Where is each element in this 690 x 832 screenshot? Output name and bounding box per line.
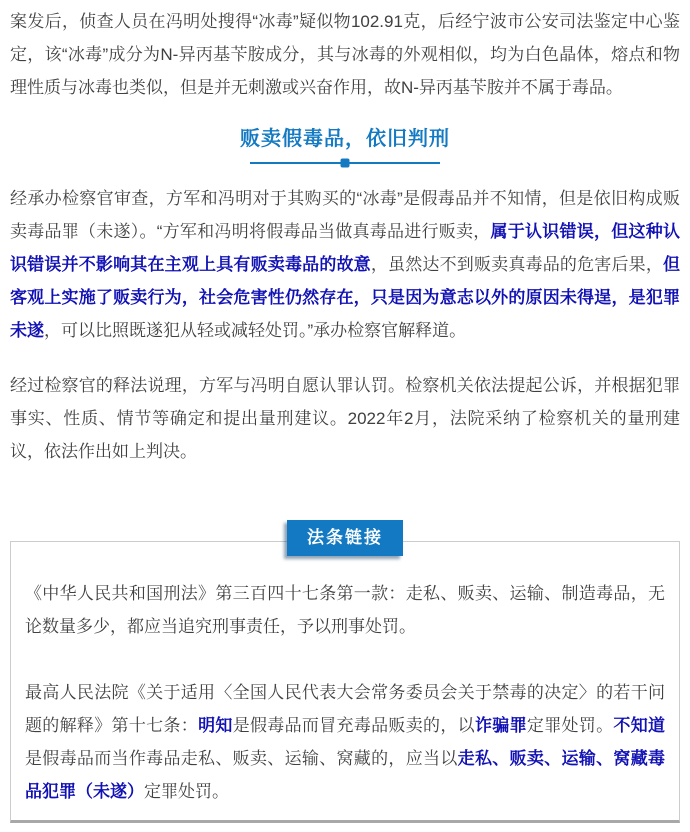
paragraph-prosecutor-analysis: 经承办检察官审查，方军和冯明对于其购买的“冰毒”是假毒品并不知情，但是依旧构成贩卖毒品罪（未遂）。“方军和冯明将假毒品当做真毒品进行贩卖，属于认识错误，但这种认识错误并不影响其在主观上具有贩卖毒品的故意，虽然达不到贩卖真毒品的危害后果，但客观上实施了贩卖行为，社会危害性仍然存在，只是因为意志以外的原因未得逞，是犯罪未遂，可以比照既遂犯从轻或减轻处罚。”承办检察官解释道。: [10, 189, 681, 340]
law-paragraph-criminal-law: 《中华人民共和国刑法》第三百四十七条第一款：走私、贩卖、运输、制造毒品，无论数量多少，都应当追究刑事责任，予以刑事处罚。: [25, 584, 665, 636]
paragraph-case-facts: 案发后，侦查人员在冯明处搜得“冰毒”疑似物102.91克，后经宁波市公安司法鉴定中心鉴定，该“冰毒”成分为N-异丙基苄胺成分，其与冰毒的外观相似，均为白色晶体，熔点和物理性质与冰毒也类似，但是并无刺激或兴奋作用，故N-异丙基苄胺并不属于毒品。: [10, 12, 680, 97]
law-provisions-box: [10, 541, 680, 823]
law-link-badge: 法条链接: [287, 520, 403, 556]
law-paragraph-court-interpretation: 最高人民法院《关于适用〈全国人民代表大会常务委员会关于禁毒的决定〉的若干问题的解释》第十七条：明知是假毒品而冒充毒品贩卖的，以诈骗罪定罪处罚。不知道是假毒品而当作毒品走私、贩卖、运输、窝藏的，应当以走私、贩卖、运输、窝藏毒品犯罪（未遂）定罪处罚。: [25, 683, 666, 801]
section-title: 贩卖假毒品，依旧判刑: [240, 128, 450, 150]
section-divider: [250, 162, 440, 164]
law-badge-wrap: [10, 520, 680, 556]
section-header: [10, 128, 680, 164]
divider-dot-icon: [341, 159, 350, 168]
paragraph-verdict: 经过检察官的释法说理，方军与冯明自愿认罪认罚。检察机关依法提起公诉，并根据犯罪事实、性质、情节等确定和提出量刑建议。2022年2月，法院采纳了检察机关的量刑建议，依法作出如上判决。: [10, 376, 680, 461]
